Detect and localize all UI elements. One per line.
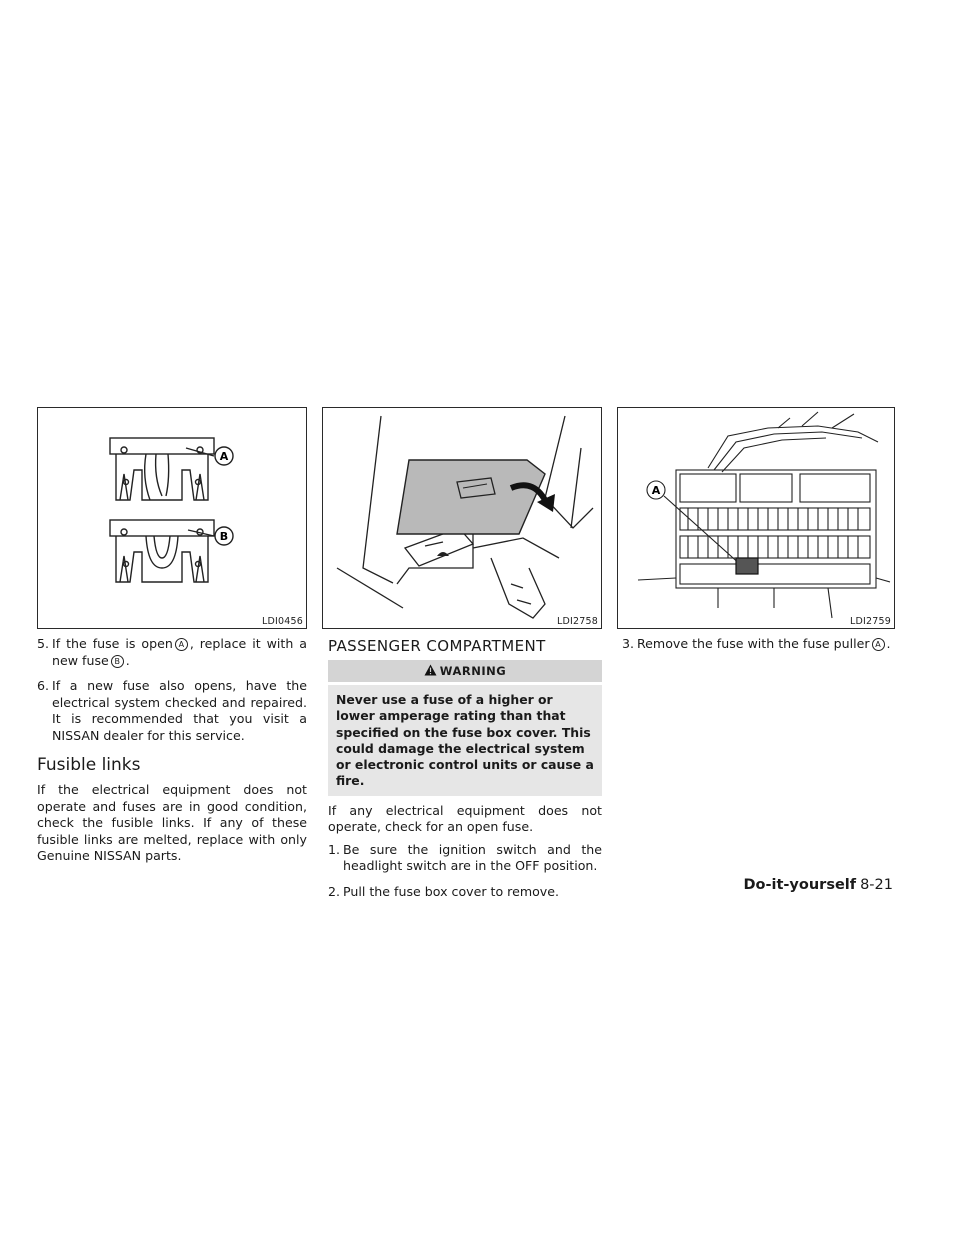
column-right [622,636,900,662]
list-item-6 [37,678,307,744]
warning-label: WARNING [439,664,507,678]
figure-code: LDI2759 [850,616,891,627]
fuse-box-cover-illustration [323,408,601,628]
figure-code: LDI2758 [557,616,598,627]
figure-fuse-open-new [37,407,307,629]
item-text: Be sure the ignition switch and the headlight switch are in the OFF position. [343,841,602,874]
list-item-3 [622,636,900,653]
section-heading: Fusible links [37,755,141,775]
warning-header [328,660,602,682]
list-number: 2. [328,883,341,899]
list-item-1 [328,842,602,875]
list-number: 3. [622,636,635,651]
section-heading: PASSENGER COMPARTMENT [328,637,546,655]
list-number: 1. [328,841,341,857]
figure-fuse-box-cover [322,407,602,629]
figure-fuse-puller [617,407,895,629]
callout-a: A [219,450,229,463]
list-number: 5. [37,636,50,651]
item-text: . [886,636,891,651]
page-number: 8-21 [860,877,893,893]
paragraph: If any electrical equipment does not operate, check for an open fuse. [328,802,602,835]
page-footer [744,877,894,893]
callout-a-marker: A [872,638,885,651]
figure-code: LDI0456 [262,616,303,627]
list-item-2 [328,884,602,901]
warning-text: Never use a fuse of a higher or lower amperage rating than that specified on the fuse box cover. This could damage the electrical system or electronic control units or cause a fire. [328,685,602,796]
callout-b-marker: B [111,655,124,668]
item-text: If the fuse is open [52,636,173,651]
item-text: Remove the fuse with the fuse puller [637,636,870,651]
list-item-5 [37,636,307,669]
list-number: 6. [37,678,50,693]
item-text: . [125,652,130,668]
callout-a-marker: A [175,638,188,651]
column-left [37,636,307,871]
callout-a: A [651,484,661,497]
item-text: If a new fuse also opens, have the electrical system checked and repaired. It is recommended that you visit a NISSAN dealer for this service. [52,678,307,743]
blade-fuse-illustration [38,408,306,628]
item-text: Pull the fuse box cover to remove. [343,883,560,899]
warning-triangle-icon [424,664,437,676]
section-name: Do-it-yourself [743,877,857,893]
paragraph: If the electrical equipment does not operate and fuses are in good condition, check the fusible links. If any of these fusible links are melted, replace with only Genuine NISSAN parts. [37,782,307,863]
fuse-box-interior-illustration [618,408,894,628]
column-middle [328,636,602,909]
callout-b: B [219,530,229,543]
item-text: , replace it with a new fuse [52,636,307,668]
